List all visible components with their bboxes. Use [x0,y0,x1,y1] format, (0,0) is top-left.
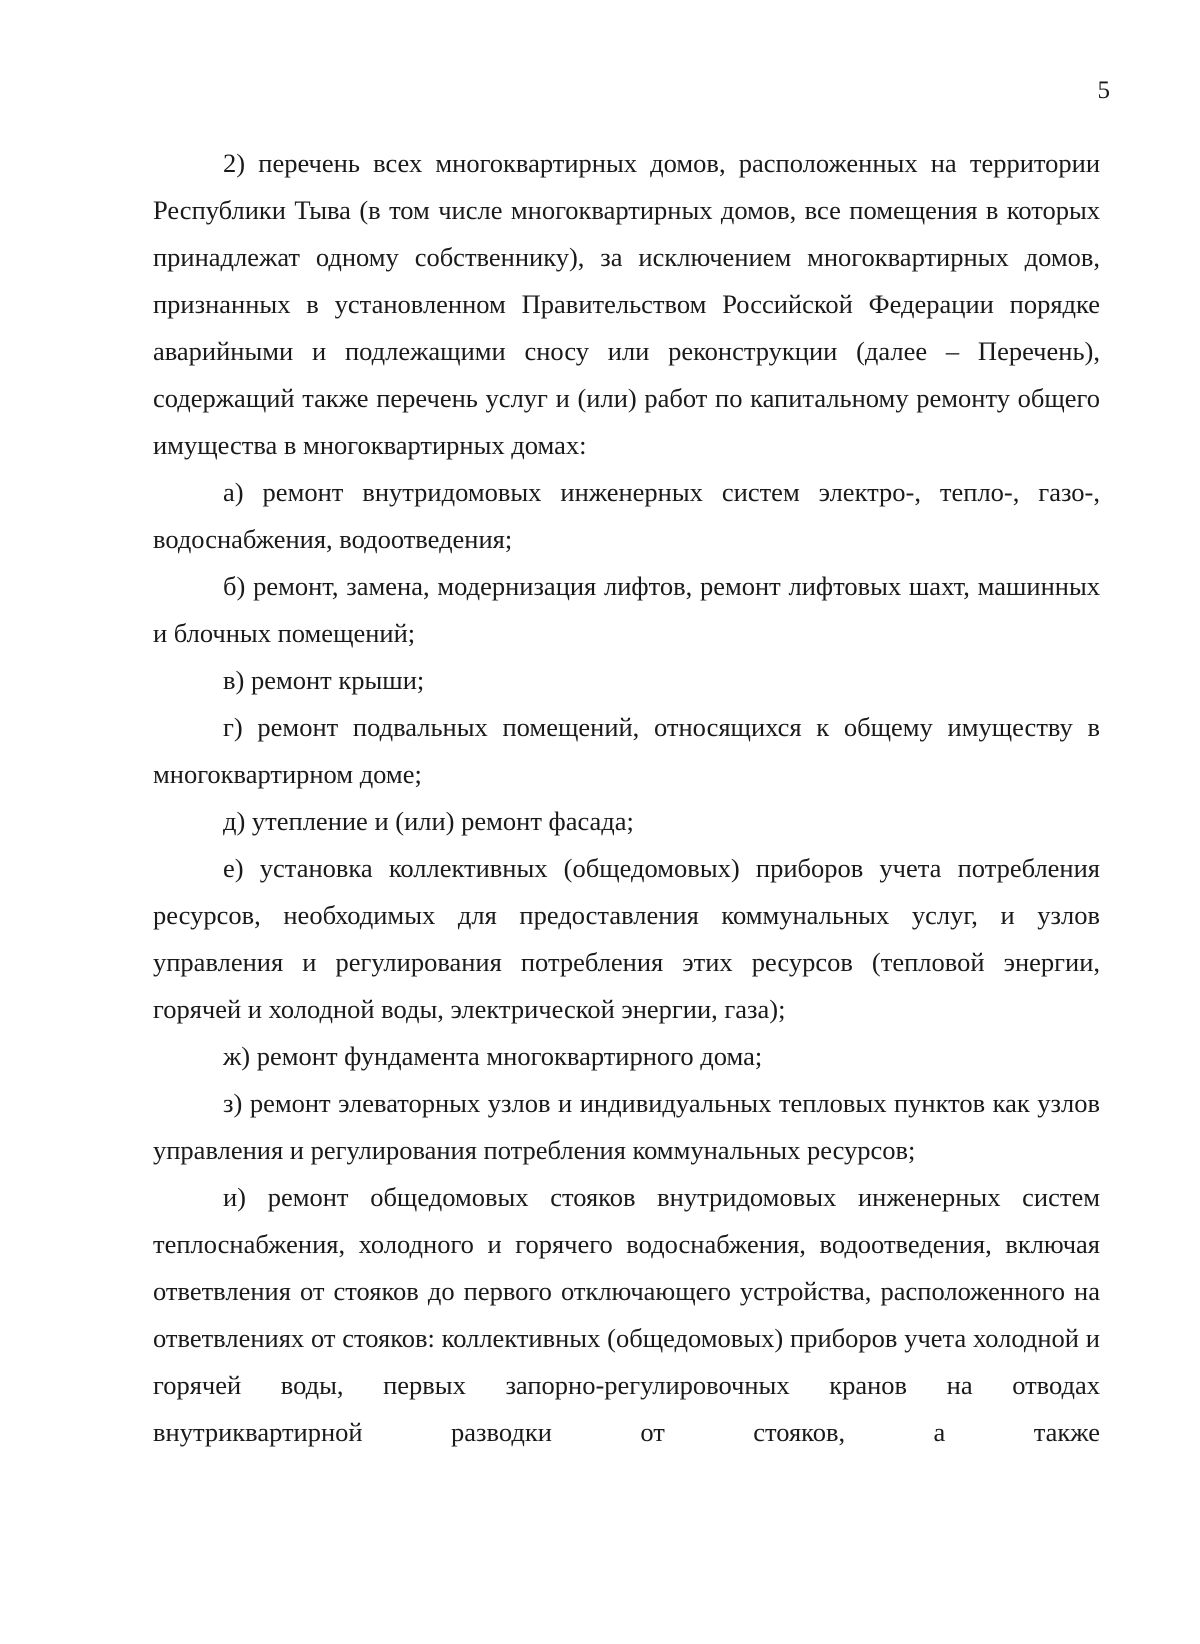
paragraph-item-b: б) ремонт, замена, модернизация лифтов, ремонт лифтовых шахт, машинных и блочных помещений; [153,571,1100,648]
paragraph-list-intro: 2) перечень всех многоквартирных домов, расположенных на территории Республики Тыва (в том числе многоквартирных домов, все помещения в которых принадлежат одному собственнику), за исключением многоквартирных домов, признанных в установленном Правительством Российской Федерации порядке аварийными и подлежащими сносу или реконструкции (далее – Перечень), содержащий также перечень услуг и (или) работ по капитальному ремонту общего имущества в многоквартирных домах: [153,148,1100,460]
paragraph-item-z: з) ремонт элеваторных узлов и индивидуальных тепловых пунктов как узлов управления и регулирования потребления коммунальных ресурсов; [153,1088,1100,1165]
paragraph-item-g: г) ремонт подвальных помещений, относящихся к общему имуществу в многоквартирном доме; [153,712,1100,789]
paragraph-item-e: е) установка коллективных (общедомовых) приборов учета потребления ресурсов, необходимых для предоставления коммунальных услуг, и узлов управления и регулирования потребления этих ресурсов (тепловой энергии, горячей и холодной воды, электрической энергии, газа); [153,853,1100,1024]
paragraph-item-a: а) ремонт внутридомовых инженерных систем электро-, тепло-, газо-, водоснабжения, водоотведения; [153,477,1100,554]
document-body [153,140,1100,1456]
paragraph-item-zh: ж) ремонт фундамента многоквартирного дома; [223,1041,763,1071]
paragraph-item-v: в) ремонт крыши; [223,665,425,695]
paragraph-item-i: и) ремонт общедомовых стояков внутридомовых инженерных систем теплоснабжения, холодного и горячего водоснабжения, водоотведения, включая ответвления от стояков до первого отключающего устройства, расположенного на ответвлениях от стояков: коллективных (общедомовых) приборов учета холодной и горячей воды, первых запорно-регулировочных кранов на отводах внутриквартирной разводки от стояков, а также [153,1182,1100,1447]
paragraph-item-d: д) утепление и (или) ремонт фасада; [223,806,634,836]
page-number: 5 [1097,77,1110,104]
